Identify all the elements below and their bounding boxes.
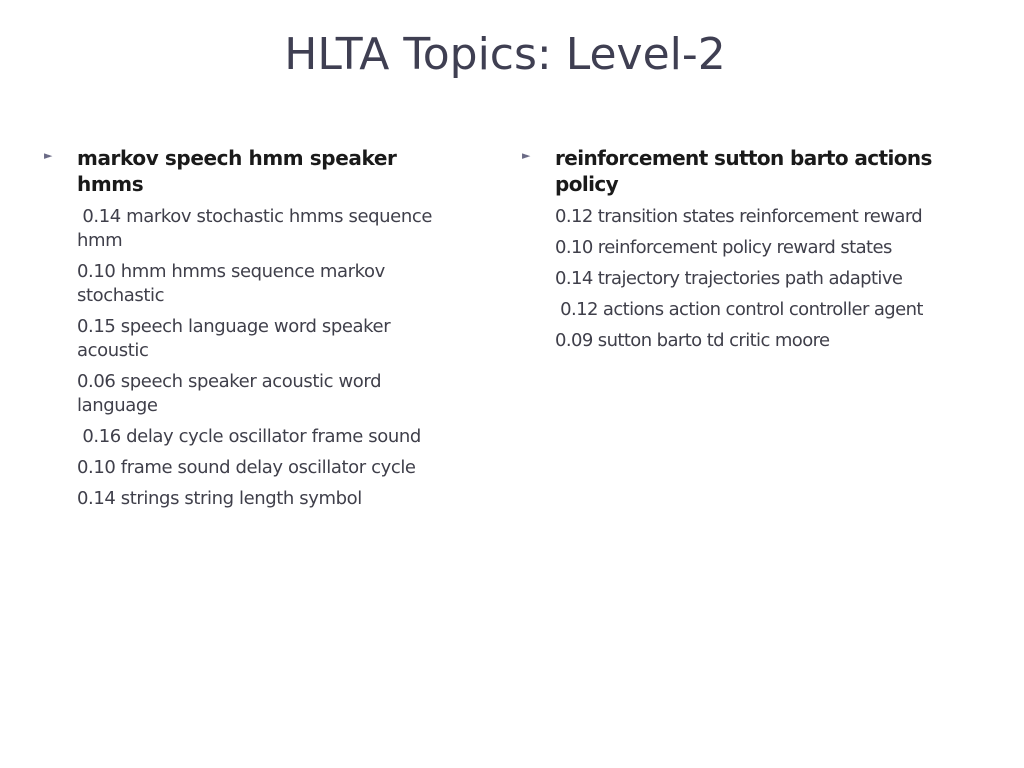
subtopic-item: 0.16 delay cycle oscillator frame sound xyxy=(77,426,421,447)
subtopic-item: 0.14 markov stochastic hmms sequence hmm xyxy=(77,206,438,251)
subtopic-item: 0.12 actions action control controller agent xyxy=(555,299,923,320)
topic-bullet-row xyxy=(44,145,464,197)
triangle-bullet-icon: ► xyxy=(44,149,53,162)
topic-heading: markov speech hmm speaker hmms xyxy=(77,146,397,196)
slide-title: HLTA Topics: Level-2 xyxy=(284,29,726,80)
triangle-bullet-icon: ► xyxy=(522,149,531,162)
subtopic-item: 0.06 speech speaker acoustic word language xyxy=(77,371,387,416)
topic-bullet-row xyxy=(522,145,972,197)
subtopic-item: 0.15 speech language word speaker acoustic xyxy=(77,316,396,361)
subtopic-item: 0.12 transition states reinforcement reward xyxy=(555,206,923,227)
subtopic-item: 0.14 strings string length symbol xyxy=(77,488,362,509)
subtopic-list xyxy=(77,205,464,511)
subtopic-item: 0.14 trajectory trajectories path adaptive xyxy=(555,268,903,289)
topic-column-left xyxy=(44,145,464,518)
subtopic-item: 0.10 hmm hmms sequence markov stochastic xyxy=(77,261,391,306)
subtopic-list xyxy=(555,205,972,353)
topic-column-right xyxy=(522,145,972,360)
topic-heading: reinforcement sutton barto actions policy xyxy=(555,146,932,196)
subtopic-item: 0.10 reinforcement policy reward states xyxy=(555,237,892,258)
subtopic-item: 0.09 sutton barto td critic moore xyxy=(555,330,830,351)
subtopic-item: 0.10 frame sound delay oscillator cycle xyxy=(77,457,416,478)
